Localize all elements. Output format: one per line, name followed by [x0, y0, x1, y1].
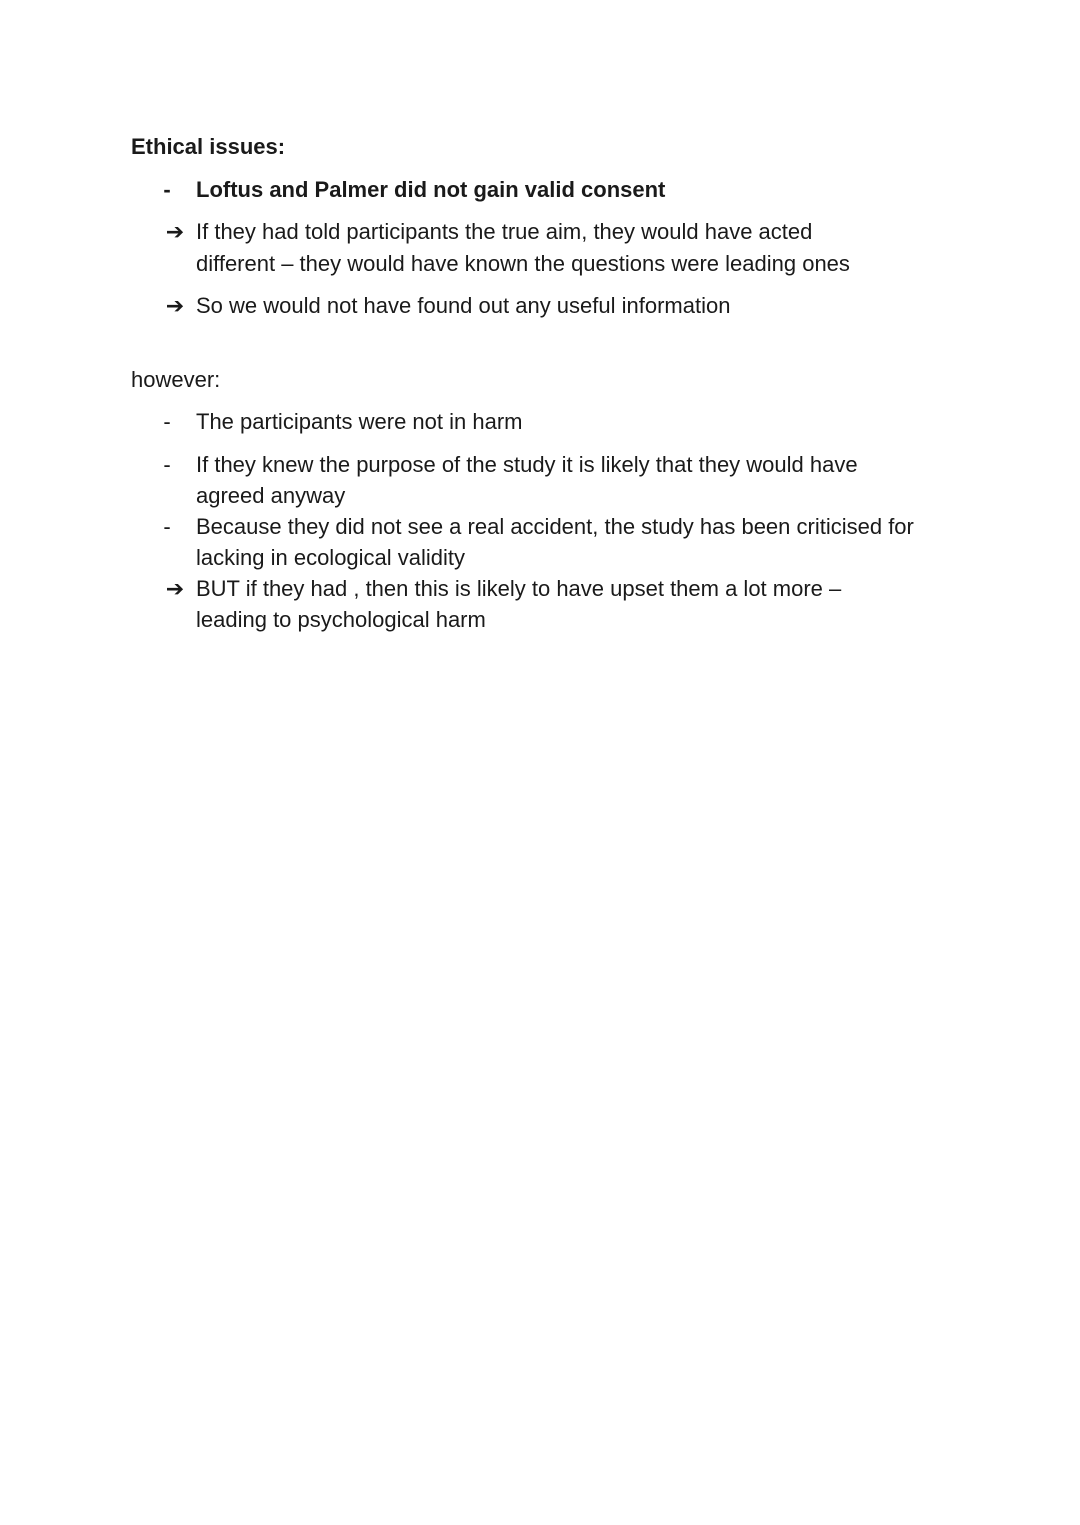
bullet-dash: - — [163, 409, 171, 434]
list-item-text: different – they would have known the questions were leading ones — [196, 251, 850, 276]
list-item-text: leading to psychological harm — [196, 607, 486, 632]
arrow-icon: ➔ — [165, 576, 185, 601]
bullet-dash: - — [163, 452, 171, 477]
list-item-text: If they had told participants the true aim, they would have acted — [196, 219, 813, 244]
list-item-text: If they knew the purpose of the study it is likely that they would have — [196, 452, 858, 477]
list-item-text: Loftus and Palmer did not gain valid consent — [196, 177, 666, 202]
bullet-dash: - — [163, 514, 171, 539]
arrow-icon: ➔ — [165, 219, 185, 244]
list-item-text: The participants were not in harm — [196, 409, 523, 434]
list-item-text: Because they did not see a real accident, the study has been criticised for — [196, 514, 914, 539]
list-item-text: agreed anyway — [196, 483, 346, 508]
list-item-text: lacking in ecological validity — [196, 545, 466, 570]
bullet-dash: - — [163, 177, 171, 202]
arrow-icon: ➔ — [165, 293, 185, 318]
section-heading-ethical: Ethical issues: — [131, 134, 286, 159]
list-item-text: BUT if they had , then this is likely to have upset them a lot more – — [196, 576, 842, 601]
list-item-text: So we would not have found out any useful information — [196, 293, 731, 318]
section-heading-however: however: — [131, 367, 221, 392]
